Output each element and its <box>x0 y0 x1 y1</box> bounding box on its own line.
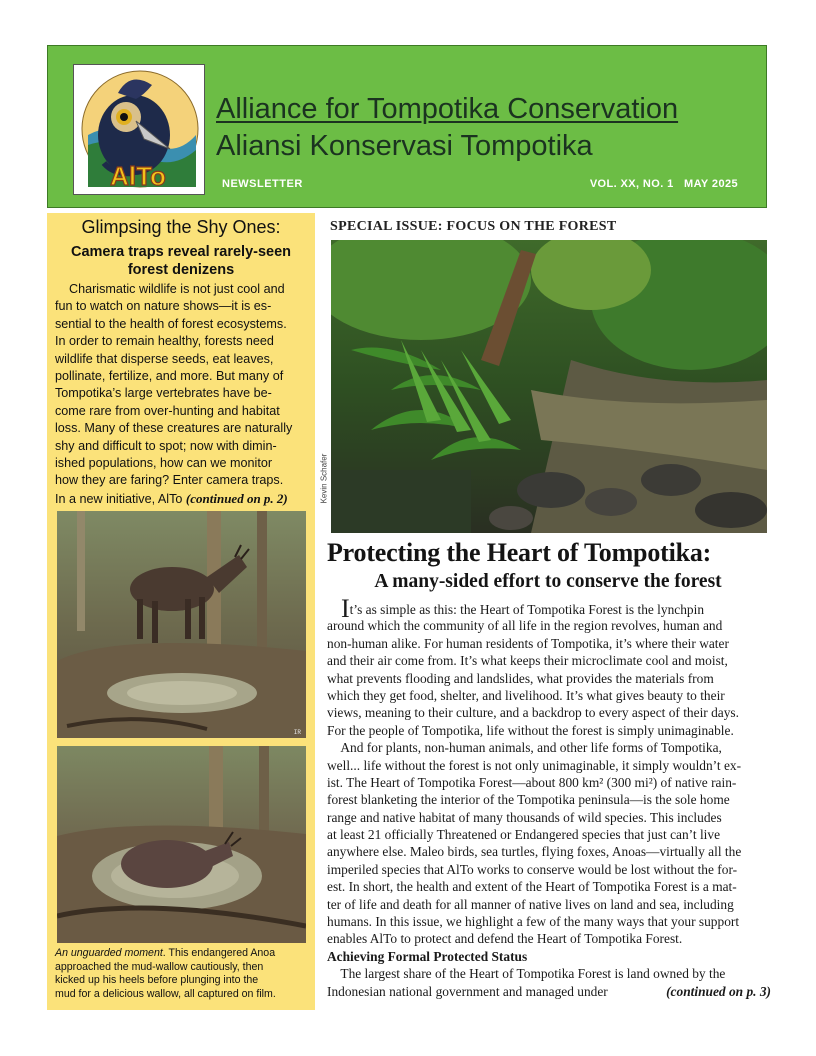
caption-line <box>55 947 311 961</box>
issue-info <box>590 178 738 190</box>
caption-text: . This endangered Anoa <box>162 947 276 959</box>
sidebar-camera-traps <box>47 213 315 1010</box>
article-line: well... life without the forest is not only unimaginable, it simply wouldn’t ex- <box>327 757 742 773</box>
article-line-text: t’s as simple as this: the Heart of Tompotika Forest is the lynchpin <box>349 602 705 617</box>
sidebar-line: In order to remain healthy, forests need <box>55 334 274 349</box>
article-line: what prevents flooding and landslides, what provides the materials from <box>327 670 714 686</box>
article-line: est. In short, the health and extent of the Heart of Tompotika Forest is a mat- <box>327 879 737 895</box>
article-line: non-human alike. For human residents of Tompotika, it’s where their water <box>327 635 729 651</box>
article-line-text: Indonesian national government and managed under <box>327 983 608 999</box>
sidebar-line: Charismatic wildlife is not just cool and <box>69 282 285 296</box>
continued-link-p2[interactable]: (continued on p. 2) <box>185 490 288 506</box>
article-line: range and native habitat of many thousands of wild species. This includes <box>327 809 722 825</box>
article-line: and their air come from. It’s what keeps their microclimate cool and moist, <box>327 653 728 669</box>
sidebar-line: pollinate, fertilize, and more. But many of <box>55 368 284 383</box>
article-line: anywhere else. Maleo birds, sea turtles, flying foxes, Anoas—virtually all the <box>327 844 742 860</box>
article-headline: Protecting the Heart of Tompotika: <box>327 538 712 567</box>
sidebar-line: how they are faring? Enter camera traps. <box>55 473 284 488</box>
caption-lead: An unguarded moment <box>55 947 163 959</box>
svg-text:IR: IR <box>293 729 301 736</box>
continued-link-p3[interactable]: (continued on p. 3) <box>666 983 771 999</box>
sidebar-line: sential to the health of forest ecosystems. <box>55 316 287 331</box>
sidebar-line: ished populations, how can we monitor <box>55 455 273 470</box>
alto-logo <box>73 64 205 195</box>
sidebar-line: fun to watch on nature shows—it is es- <box>55 299 272 314</box>
article-line: which they get food, shelter, and livelihood. It’s what gives beauty to their <box>327 687 725 703</box>
article-line: enables AlTo to protect and defend the Heart of Tompotika Forest. <box>327 931 683 947</box>
masthead <box>47 45 767 208</box>
drop-cap: I <box>341 594 350 623</box>
article-line: For the people of Tompotika, life without the forest is simply unimaginable. <box>327 722 734 738</box>
sidebar-subtitle-line: Camera traps reveal rarely-seen <box>70 244 292 260</box>
logo-wordmark: AlTo <box>110 161 166 191</box>
special-issue-banner: SPECIAL ISSUE: FOCUS ON THE FOREST <box>330 219 617 234</box>
caption-line: approached the mud-wallow cautiously, then <box>55 960 264 973</box>
org-title-indonesian: Aliansi Konservasi Tompotika <box>216 130 593 162</box>
photo-caption <box>55 947 311 1001</box>
article-line: at least 21 officially Threatened or Endangered species that just can’t live <box>327 827 721 843</box>
sidebar-subtitle <box>47 243 315 279</box>
maleo-bird-logo-icon <box>74 65 204 194</box>
article-line: views, meaning to their culture, and a backdrop to every aspect of their days. <box>327 705 739 721</box>
photo-credit <box>318 440 328 520</box>
sidebar-line: loss. Many of these creatures are naturally <box>55 421 293 436</box>
sidebar-subtitle-line: forest denizens <box>127 262 235 278</box>
sidebar-body <box>55 281 311 507</box>
sidebar-line: wildlife that disperse seeds, eat leaves, <box>55 351 274 366</box>
article-line: around which the community of all life in the region revolves, human and <box>327 618 723 634</box>
article-line: humans. In this issue, we highlight a few of the many ways that your support <box>327 914 740 930</box>
article-line: imperiled species that AlTo works to conserve would be lost without the for- <box>327 861 738 877</box>
article-body <box>327 594 771 1000</box>
article-line: And for plants, non-human animals, and other life forms of Tompotika, <box>327 740 722 756</box>
forest-stream-photo <box>331 240 767 533</box>
sidebar-line: come rare from over-hunting and habitat <box>55 403 280 418</box>
caption-line: kicked up his heels before plunging into the <box>55 974 259 986</box>
photo-credit-text: Kevin Schafer <box>319 453 329 504</box>
sidebar-line-last <box>55 490 311 507</box>
org-title-english: Alliance for Tompotika Conservation <box>216 93 679 125</box>
article-line: forest blanketing the interior of the Tompotika peninsula—is the sole home <box>327 792 730 808</box>
article-subheadline: A many-sided effort to conserve the forest <box>374 571 722 592</box>
section-heading: Achieving Formal Protected Status <box>327 948 528 964</box>
caption-line: mud for a delicious wallow, all captured on film. <box>55 987 276 1000</box>
article-line: ist. The Heart of Tompotika Forest—about 800 km² (300 mi²) of native rain- <box>327 774 737 790</box>
sidebar-line: shy and difficult to spot; now with dimin- <box>55 438 277 453</box>
camera-trap-photo-anoa-wallowing <box>57 746 306 943</box>
article-line: The largest share of the Heart of Tompotika Forest is land owned by the <box>327 966 726 982</box>
sidebar-line: In a new initiative, AlTo <box>55 491 183 506</box>
volume-number: VOL. XX, NO. 1 <box>589 178 674 190</box>
sidebar-title: Glimpsing the Shy Ones: <box>81 217 281 237</box>
newsletter-label: NEWSLETTER <box>222 178 303 190</box>
article-line <box>327 594 771 623</box>
sidebar-line: Tompotika’s large vertebrates have be- <box>55 386 272 401</box>
article-line: ter of life and death for all manner of native lives on land and sea, including <box>327 896 734 912</box>
issue-date: MAY 2025 <box>684 178 738 190</box>
camera-trap-photo-anoa-standing <box>57 511 306 738</box>
article-line-last <box>327 983 771 1000</box>
